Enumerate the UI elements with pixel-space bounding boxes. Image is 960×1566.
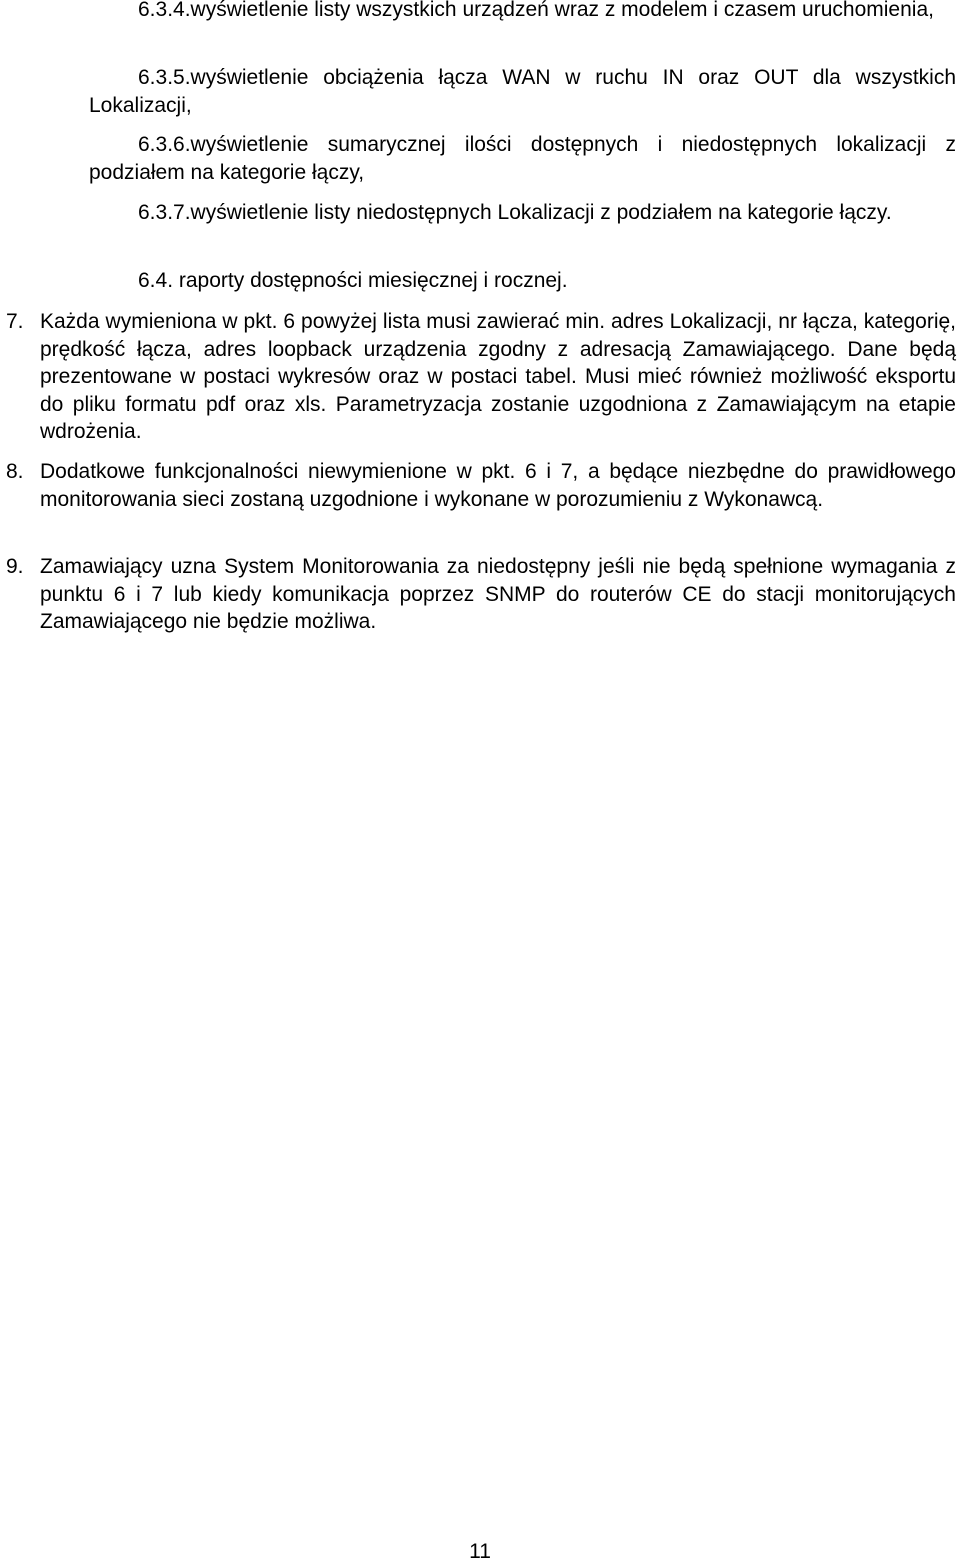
item-number: 6.3.7. (138, 201, 191, 224)
list-item-6-3-6 (89, 131, 956, 186)
item-number: 6.4. (138, 269, 174, 292)
list-item-6-4 (89, 267, 956, 295)
item-number: 9. (6, 555, 24, 578)
list-item-7 (6, 308, 956, 446)
item-number: 6.3.5. (138, 66, 191, 89)
list-item-6-3-5 (89, 64, 956, 119)
list-item-6-3-7 (89, 199, 956, 227)
item-text: raporty dostępności miesięcznej i rocznej. (178, 269, 568, 292)
item-text: wyświetlenie sumarycznej ilości dostępnych i niedostępnych lokalizacji z podziałem na kategorie łączy, (89, 133, 956, 184)
item-number: 6.3.6. (138, 133, 191, 156)
item-text: wyświetlenie listy niedostępnych Lokalizacji z podziałem na kategorie łączy. (190, 201, 892, 224)
item-text: wyświetlenie obciążenia łącza WAN w ruchu IN oraz OUT dla wszystkich Lokalizacji, (89, 66, 956, 117)
item-text: Zamawiający uzna System Monitorowania za niedostępny jeśli nie będą spełnione wymagania z punktu 6 i 7 lub kiedy komunikacja poprzez SNMP do routerów CE do stacji monitorujących Zamawiającego nie będzie możliwa. (40, 555, 956, 633)
page-number: 11 (469, 1540, 491, 1563)
item-number: 6.3.4. (138, 0, 191, 21)
item-text: wyświetlenie listy wszystkich urządzeń wraz z modelem i czasem uruchomienia, (190, 0, 934, 21)
list-item-8 (6, 458, 956, 513)
item-number: 8. (6, 460, 24, 483)
item-number: 7. (6, 310, 24, 333)
list-item-6-3-4 (89, 0, 956, 24)
item-text: Każda wymieniona w pkt. 6 powyżej lista musi zawierać min. adres Lokalizacji, nr łącza, kategorię, prędkość łącza, adres loopback urządzenia zgodny z adresacją Zamawiającego. Dane będą prezentowane w postaci wykresów oraz w postaci tabel. Musi mieć również możliwość eksportu do pliku formatu pdf oraz xls. Parametryzacja zostanie uzgodniona z Zamawiającym na etapie wdrożenia. (40, 310, 956, 443)
item-text: Dodatkowe funkcjonalności niewymienione w pkt. 6 i 7, a będące niezbędne do prawidłowego monitorowania sieci zostaną uzgodnione i wykonane w porozumieniu z Wykonawcą. (40, 460, 956, 511)
list-item-9 (6, 553, 956, 636)
